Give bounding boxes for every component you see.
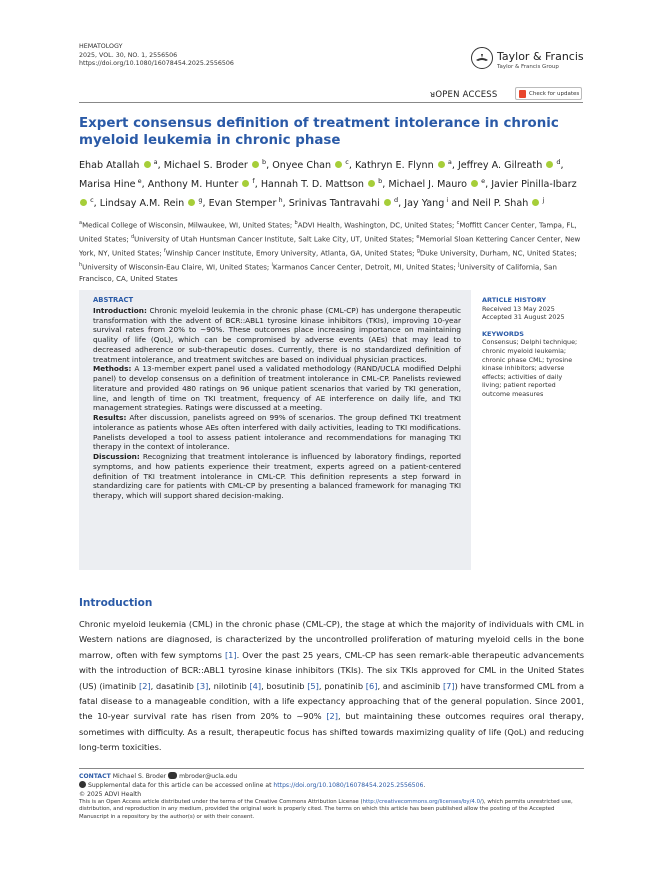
contact-line: CONTACT Michael S. Broder mbroder@ucla.edu: [79, 773, 238, 780]
author: Lindsay A.M. Rein: [99, 197, 185, 209]
author-affiliation-marker: e: [479, 176, 486, 185]
orcid-icon[interactable]: [532, 199, 539, 206]
author-affiliation-marker: e: [135, 176, 142, 185]
orcid-icon[interactable]: [252, 161, 259, 168]
orcid-icon[interactable]: [438, 161, 445, 168]
journal-volume: 2025, VOL. 30, NO. 1, 2556506: [79, 51, 178, 59]
supplemental-icon: [79, 781, 86, 788]
abstract: [93, 296, 461, 501]
affiliation: Moffitt Cancer Center, Tampa, FL, United States;: [79, 221, 577, 244]
publisher-logo-icon: [470, 46, 494, 74]
author-affiliation-marker: d: [391, 195, 399, 204]
affiliation: University of California, San Francisco, CA, United States: [79, 263, 557, 284]
orcid-icon[interactable]: [144, 161, 151, 168]
orcid-icon[interactable]: [471, 180, 478, 187]
author: Srinivas Tantravahi: [288, 197, 380, 209]
affiliation-marker: h: [79, 262, 83, 269]
author: Marisa Hine: [79, 178, 136, 190]
author-affiliation-marker: c: [88, 195, 94, 204]
affiliation: University of Wisconsin-Eau Claire, WI, United States;: [82, 263, 272, 272]
author-affiliation-marker: h: [276, 195, 283, 204]
article-title: Expert consensus definition of treatment intolerance in chronic myeloid leukemia in chronic phase: [79, 116, 559, 148]
orcid-icon[interactable]: [368, 180, 375, 187]
header-divider: [79, 86, 583, 103]
author: Michael S. Broder: [163, 160, 248, 172]
affiliation-marker: b: [294, 220, 298, 226]
license-text: This is an Open Access article distributed under the terms of the Creative Commons Attribution License (http://creativecommons.org/licenses/by/4.0/), which permits unrestricted use, distribution, and reproduction in any medium, provided the original work is properly cited. The terms on which this article has been published allow the posting of the Accepted Manuscript in a repository by the author(s) or with their consent.: [79, 798, 573, 821]
accepted-date: Accepted 31 August 2025: [482, 313, 565, 322]
author: Kathryn E. Flynn: [354, 160, 434, 172]
author: Javier Pinilla-Ibarz: [491, 178, 577, 190]
affiliation-marker: d: [130, 234, 135, 241]
contact-email[interactable]: mbroder@ucla.edu: [179, 773, 238, 780]
affiliation: ADVI Health, Washington, DC, United States;: [297, 221, 457, 230]
affiliation: Winship Cancer Institute, Emory University, Atlanta, GA, United States;: [165, 249, 417, 258]
citation-link[interactable]: [5]: [307, 680, 319, 691]
author: Ehab Atallah: [79, 160, 140, 172]
license-link[interactable]: http://creativecommons.org/licenses/by/4.0/: [362, 798, 482, 805]
affiliation: Duke University, Durham, NC, United States;: [419, 249, 577, 258]
introduction-text: Chronic myeloid leukemia (CML) in the chronic phase (CML-CP), the stage at which the majority of individuals with CML in Western nations are diagnosed, is characterized by the uncontrolled proliferation of maturing myeloid cells in the bone marrow, often with few symptoms [1]. Over the past 25 years, CML-CP has seen remark-able therapeutic advancements with the introduction of BCR::ABL1 tyrosine kinase inhibitors (TKIs). The six TKIs approved for CML in the United States (US) (imatinib [2], dasatinib [3], nilotinib [4], bosutinib [5], ponatinib [6], and asciminib [7]) have transformed CML from a fatal disease to a manageable condition, with a life expectancy approaching that of the general population. Since 2001, the 10-year survival rate has risen from 20% to ~90% [2], but maintaining these outcomes requires oral therapy, sometimes with difficulty. As a result, therapeutic focus has shifted towards maximizing quality of life (QoL) and reducing long-term toxicities.: [79, 619, 585, 753]
affiliation-marker: g: [416, 248, 420, 255]
keywords-heading: KEYWORDS: [482, 329, 524, 338]
affiliation-marker: a: [79, 220, 83, 226]
author-affiliation-marker: f: [250, 176, 255, 185]
author: Neil P. Shah: [472, 197, 529, 209]
author-affiliation-marker: b: [376, 176, 383, 185]
citation-link[interactable]: [6]: [365, 680, 378, 691]
author-affiliation-marker: d: [554, 158, 561, 166]
citation-link[interactable]: [1]: [224, 649, 237, 660]
orcid-icon[interactable]: [242, 180, 249, 187]
author-affiliation-marker: j: [540, 195, 545, 204]
check-updates-button[interactable]: Check for updates: [515, 87, 582, 100]
affiliation: University of Utah Huntsman Cancer Institute, Salt Lake City, UT, United States;: [134, 235, 417, 244]
author-affiliation-marker: b: [259, 158, 267, 166]
affiliation-marker: j: [458, 262, 460, 269]
author: Evan Stemper: [208, 197, 277, 209]
author-affiliation-marker: a: [151, 158, 158, 166]
citation-link[interactable]: [3]: [196, 680, 209, 691]
copyright: © 2025 ADVI Health: [79, 790, 142, 798]
affiliation: Karmanos Cancer Center, Detroit, MI, United States;: [272, 263, 459, 272]
affiliation-marker: f: [163, 248, 166, 255]
citation-link[interactable]: [4]: [249, 680, 262, 691]
abstract-discussion: Discussion: Recognizing that treatment intolerance is influenced by laboratory findings, reported symptoms, and how patients experience their treatment, experts agreed on a patient-centered definition of TKI treatment intolerance in CML-CP. This definition represents a step forward in standardizing care for patients with CML-CP by presenting a balanced framework for managing TKI therapy, which will support shared decision-making.: [93, 452, 461, 500]
affiliation: Memorial Sloan Kettering Cancer Center, New York, NY, United States;: [79, 235, 581, 258]
author-affiliation-marker: a: [445, 158, 452, 166]
affiliations: [79, 218, 584, 286]
supplemental-line: Supplemental data for this article can be accessed online at https://doi.org/10.1080/16078454.2025.2556506.: [79, 781, 584, 790]
publisher-subtitle: Taylor & Francis Group: [497, 64, 559, 70]
journal-info: [79, 43, 339, 69]
orcid-icon[interactable]: [335, 161, 342, 168]
orcid-icon[interactable]: [384, 199, 391, 206]
abstract-heading: ABSTRACT: [93, 296, 134, 304]
author: Michael J. Mauro: [388, 178, 467, 190]
publisher-name: Taylor & Francis: [497, 50, 584, 63]
abstract-results: Results: After discussion, panelists agreed on 99% of scenarios. The group defined TKI treatment intolerance as patients whose AEs often interfered with daily activities, leading to TKI modifications. Panelists developed a tool to assess patient intolerance and recommendations for managing TKI therapy in the context of intolerance.: [93, 413, 461, 452]
author: Jeffrey A. Gilreath: [457, 160, 543, 172]
affiliation: Medical College of Wisconsin, Milwaukee, WI, United States;: [82, 221, 295, 230]
footer-divider: [79, 768, 584, 769]
affiliation-marker: c: [456, 220, 460, 226]
email-icon: [168, 772, 177, 779]
affiliation-marker: i: [271, 262, 273, 269]
keywords-text: Consensus; Delphi technique; chronic myeloid leukemia; chronic phase CML; tyrosine kinase inhibitors; adverse effects; activities of daily living; patient reported outcome measures: [482, 338, 578, 398]
author: Jay Yang: [404, 197, 445, 209]
author: Hannah T. D. Mattson: [260, 178, 365, 190]
abstract-methods: Methods: A 13-member expert panel used a validated methodology (RAND/UCLA modified Delphi panel) to develop consensus on a definition of treatment intolerance in CML-CP. Panelists reviewed literature and provided 480 ratings on 96 unique patient scenarios that varied by TKI generation, line, and length of time on TKI treatment, frequency of AE interference on daily life, and TKI management strategies. Ratings were discussed at a meeting.: [93, 364, 461, 413]
author-affiliation-marker: g: [196, 195, 203, 204]
orcid-icon[interactable]: [546, 161, 553, 168]
journal-doi[interactable]: https://doi.org/10.1080/16078454.2025.2556506: [79, 60, 234, 68]
article-sidebar: [482, 296, 582, 399]
author: Onyee Chan: [272, 160, 332, 172]
received-date: Received 13 May 2025: [482, 304, 555, 313]
author-affiliation-marker: c: [343, 158, 349, 166]
orcid-icon[interactable]: [80, 199, 87, 206]
open-access-badge: ᴚOPEN ACCESS: [430, 90, 498, 100]
introduction-heading: Introduction: [79, 597, 153, 609]
citation-link[interactable]: [2]: [138, 680, 151, 691]
journal-name: HEMATOLOGY: [79, 43, 123, 50]
affiliation-marker: e: [416, 234, 420, 241]
footer: [79, 772, 584, 822]
open-access-icon: ᴚ: [430, 90, 436, 100]
crossmark-icon: [519, 90, 526, 98]
supplemental-link[interactable]: https://doi.org/10.1080/16078454.2025.2556506: [273, 782, 424, 790]
citation-link[interactable]: [2]: [326, 711, 338, 722]
author: Anthony M. Hunter: [147, 178, 239, 190]
author-list: Ehab Atallah $^a$, Michael S. Broder $^b$, Onyee Chan $^c$, Kathryn E. Flynn $^a$, Jeffrey A. Gilreath $^d$, Marisa Hine $^e$, Anthony M. Hunter $^f$, Hannah T. D. Mattson $^b$, Michael J. Mauro $^e$, Javier Pinilla-Ibarz $^c$, Lindsay A.M. Rein $^g$, Evan Stemper $^h$, Srinivas Tantravahi $^d$, Jay Yang $^i$ and Neil P. Shah $^j$: [79, 158, 577, 209]
abstract-introduction: Introduction: Chronic myeloid leukemia in the chronic phase (CML-CP) has undergone therapeutic transformation with the advent of BCR::ABL1 tyrosine kinase inhibitors (TKIs), improving 10-year survival rates from 20% to ~90%. These outcomes place increasing importance on maintaining quality of life (QoL), which can be compromised by adverse events (AEs) that may lead to decreased adherence or sub-therapeutic doses. Currently, there is no standardized definition of treatment intolerance, and treatment switches are based on individual physician practices.: [93, 305, 461, 364]
citation-link[interactable]: [7]: [442, 680, 455, 691]
author-affiliation-marker: i: [444, 195, 449, 204]
orcid-icon[interactable]: [188, 199, 195, 206]
article-history-heading: ARTICLE HISTORY: [482, 296, 547, 304]
